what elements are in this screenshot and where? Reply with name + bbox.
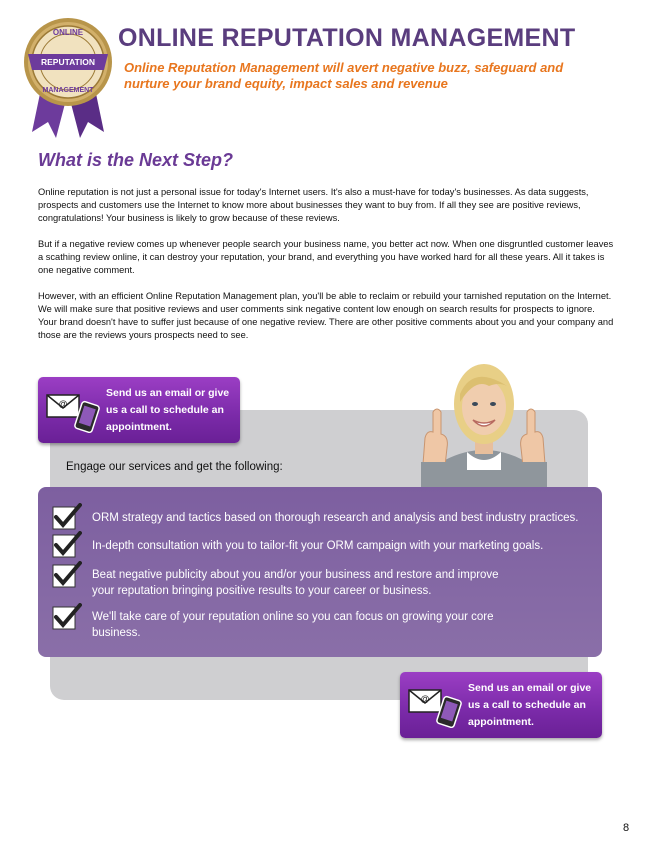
body-paragraph: But if a negative review comes up whenever people search your business name, you better act now. When one disgruntled customer leaves a scathing review online, it can destroy your reputation, your brand, and everything you have worked hard for all these years. All it takes is one negative comment.	[38, 239, 614, 275]
benefit-text: We'll take care of your reputation online so you can focus on growing your core business.	[92, 611, 494, 639]
benefits-list	[38, 487, 602, 657]
benefit-text: Beat negative publicity about you and/or your business and restore and improve your reputation bringing positive results to your career or business.	[92, 569, 499, 597]
page-subtitle: Online Reputation Management will avert negative buzz, safeguard and nurture your brand equity, impact sales and revenue	[124, 60, 564, 91]
checkmark-icon	[52, 503, 82, 531]
badge-bottom-text: MANAGEMENT	[42, 87, 94, 94]
orm-badge-logo	[18, 14, 118, 142]
contact-cta-button[interactable]	[400, 672, 602, 738]
checkmark-icon	[52, 531, 82, 559]
page-number: 8	[623, 822, 630, 834]
envelope-phone-icon	[408, 684, 464, 728]
woman-thumbs-up-photo	[415, 352, 553, 492]
benefit-text: ORM strategy and tactics based on thorough research and analysis and best industry practices.	[92, 512, 579, 524]
body-paragraph: Online reputation is not just a personal issue for today's Internet users. It's also a must-have for today's businesses. As data suggests, prospects and customers use the Internet to know more about businesses they want to buy from. If all they see are positive reviews, congratulations! Your business is likely to grow because of these reviews.	[38, 187, 589, 223]
checkmark-icon	[52, 561, 82, 589]
badge-middle-text: REPUTATION	[41, 57, 95, 67]
cta-label: Send us an email or give us a call to schedule an appointment.	[468, 682, 592, 728]
benefit-text: In-depth consultation with you to tailor-fit your ORM campaign with your marketing goals.	[92, 540, 544, 552]
envelope-phone-icon	[46, 389, 102, 433]
svg-text:@: @	[58, 399, 68, 409]
body-paragraph: However, with an efficient Online Reputation Management plan, you'll be able to reclaim or rebuild your tarnished reputation on the Internet. We will make sure that positive reviews and user comments sink negative content low enough on search results for prospects to ignore. Your brand doesn't have to suffer just because of one negative review. There are other positive comments about you and your company and those are the reviews yours prospects need to see.	[38, 291, 614, 340]
services-intro: Engage our services and get the following:	[66, 461, 283, 473]
section-heading: What is the Next Step?	[38, 150, 234, 170]
cta-label: Send us an email or give us a call to schedule an appointment.	[106, 387, 230, 433]
badge-top-text: ONLINE	[52, 28, 84, 37]
svg-text:@: @	[420, 694, 430, 704]
checkmark-icon	[52, 603, 82, 631]
contact-cta-button[interactable]	[38, 377, 240, 443]
page-title: ONLINE REPUTATION MANAGEMENT	[118, 24, 576, 52]
